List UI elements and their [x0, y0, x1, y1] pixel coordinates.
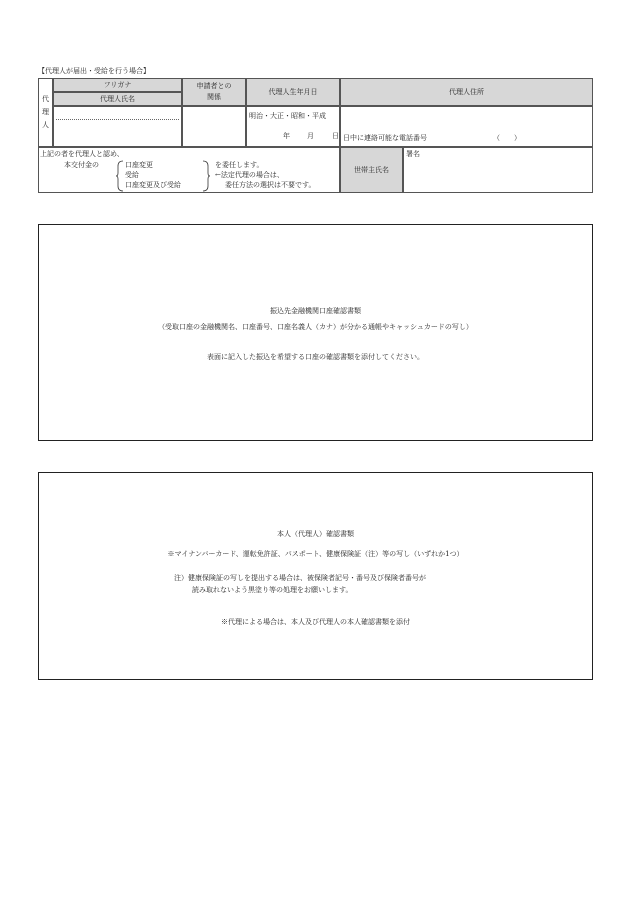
address-field[interactable] — [340, 106, 593, 147]
legal-agent-note-1: ←法定代理の場合は、 — [215, 171, 284, 179]
name-header: 代理人氏名 — [53, 92, 182, 106]
delegation-cell — [38, 147, 340, 193]
birth-header: 代理人生年月日 — [246, 78, 340, 106]
year-label: 年 — [283, 132, 290, 140]
agent-name-field[interactable] — [53, 106, 182, 147]
address-header: 代理人住所 — [340, 78, 593, 106]
legal-agent-note-2: 委任方法の選択は不要です。 — [225, 181, 316, 189]
id-document-box — [38, 472, 593, 680]
option-account-change[interactable]: 口座変更 — [125, 161, 153, 169]
signature-label: 署名 — [406, 150, 420, 158]
householder-label: 世帯主氏名 — [340, 147, 403, 193]
furigana-header: フリガナ — [53, 78, 182, 92]
agent-vertical-label: 代 理 人 — [38, 78, 53, 147]
phone-label: 日中に連絡可能な電話番号 — [343, 134, 427, 142]
bank-document-box — [38, 224, 593, 441]
bank-document-subtitle: （受取口座の金融機関名、口座番号、口座名義人（カナ）が分かる通帳やキャッシュカードの写し） — [158, 323, 473, 331]
delegate-text: を委任します。 — [215, 161, 264, 169]
relation-field[interactable] — [182, 106, 246, 147]
birthdate-field[interactable] — [246, 106, 340, 147]
right-brace-icon — [202, 160, 210, 192]
delegation-intro: 上記の者を代理人と認め、 — [40, 150, 124, 158]
era-options: 明治・大正・昭和・平成 — [249, 112, 326, 120]
relation-header: 申請者との 関係 — [182, 78, 246, 106]
bank-document-instruction: 表面に記入した振込を希望する口座の確認書類を添付してください。 — [207, 353, 424, 361]
day-label: 日 — [332, 132, 339, 140]
furigana-divider — [56, 119, 179, 120]
phone-parens: （ ） — [493, 134, 521, 142]
month-label: 月 — [307, 132, 314, 140]
bank-document-title: 振込先金融機関口座確認書類 — [270, 307, 361, 315]
id-document-note-1: 注）健康保険証の写しを提出する場合は、被保険者記号・番号及び保険者番号が — [174, 574, 426, 582]
section-title: 【代理人が届出・受給を行う場合】 — [38, 67, 150, 75]
left-brace-icon — [116, 160, 124, 192]
option-receive[interactable]: 受給 — [125, 171, 139, 179]
id-document-footer: ※代理による場合は、本人及び代理人の本人確認書類を添付 — [221, 618, 410, 626]
id-document-title: 本人（代理人）確認書類 — [277, 530, 354, 538]
id-document-list: ※マイナンバーカード、運転免許証、パスポート、健康保険証（注）等の写し（いずれか1つ） — [167, 550, 464, 558]
signature-field[interactable] — [403, 147, 593, 193]
option-both[interactable]: 口座変更及び受給 — [125, 181, 181, 189]
delegation-subject: 本交付金の — [64, 161, 99, 169]
id-document-note-2: 読み取れないよう黒塗り等の処理をお願いします。 — [192, 586, 353, 594]
